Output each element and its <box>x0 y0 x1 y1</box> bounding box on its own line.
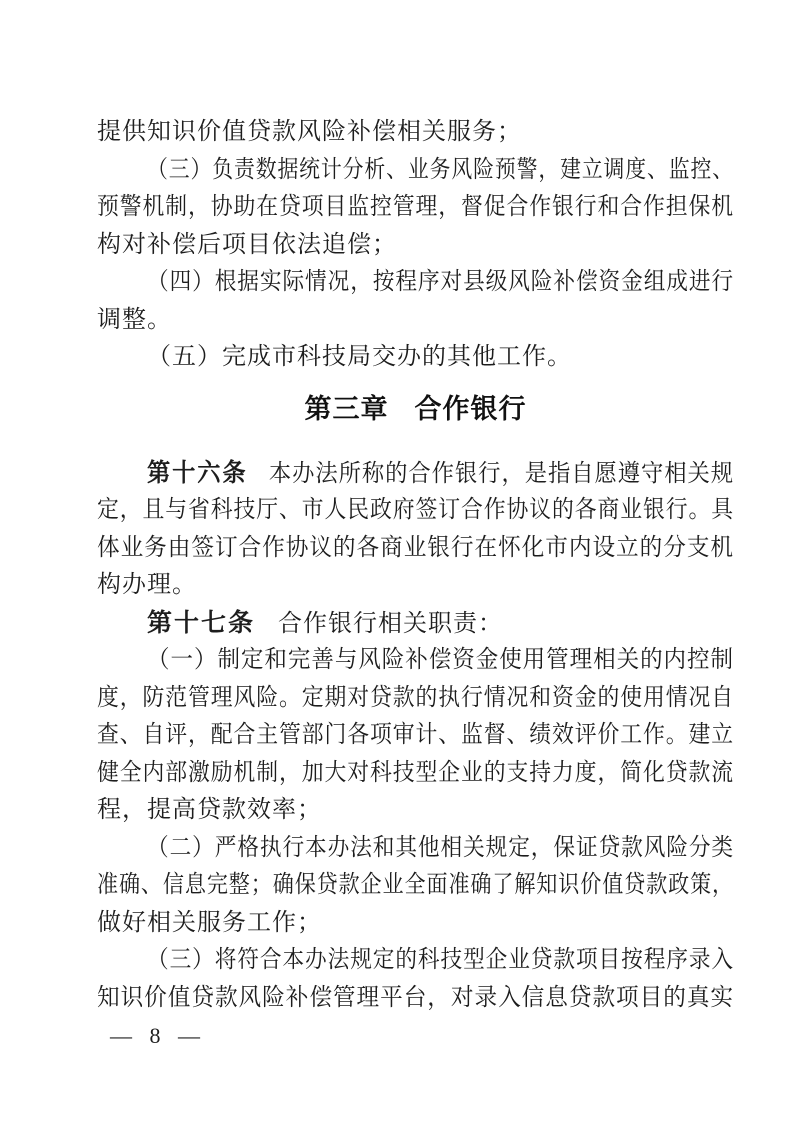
text-line <box>97 114 734 152</box>
chapter-heading <box>97 393 734 425</box>
paragraph <box>97 605 734 643</box>
line-text <box>97 530 734 568</box>
line-text <box>147 152 734 190</box>
line-text <box>97 114 522 152</box>
text-line <box>97 264 734 302</box>
line-text-content: 构对补偿后项目依法追偿； <box>97 231 397 258</box>
line-text-content: 提供知识价值贷款风险补偿相关服务； <box>97 119 522 145</box>
line-text-content: 度，防范管理风险。定期对贷款的执行情况和资金的使用情况自 <box>97 684 734 711</box>
text-line <box>97 530 734 568</box>
text-line <box>97 680 734 718</box>
line-text <box>97 905 322 943</box>
line-text-content: 健全内部激励机制，加大对科技型企业的支持力度，简化贷款流 <box>97 759 734 786</box>
line-text <box>97 492 734 530</box>
line-text <box>97 567 197 605</box>
text-line <box>97 942 734 980</box>
line-text <box>97 189 734 227</box>
paragraph <box>97 830 734 943</box>
paragraph <box>97 264 734 339</box>
line-text-content: 本办法所称的合作银行，是指自愿遵守相关规 <box>268 460 734 487</box>
text-line <box>97 189 734 227</box>
text-line <box>97 717 734 755</box>
paragraph <box>97 942 734 1017</box>
line-text <box>97 227 397 265</box>
line-text <box>147 605 503 644</box>
text-line <box>97 830 734 868</box>
line-text <box>97 302 172 340</box>
text-line <box>97 980 734 1018</box>
paragraph <box>97 455 734 605</box>
line-text-content: （三）将符合本办法规定的科技型企业贷款项目按程序录入 <box>147 947 734 973</box>
line-text-content: 定，且与省科技厅、市人民政府签订合作协议的各商业银行。具 <box>97 497 734 523</box>
line-text <box>147 455 734 494</box>
text-line <box>97 152 734 190</box>
line-text <box>97 680 734 718</box>
text-line <box>97 227 734 265</box>
paragraph <box>97 114 734 152</box>
line-text-content: （四）根据实际情况，按程序对县级风险补偿资金组成进行 <box>147 269 734 295</box>
line-text <box>97 755 734 793</box>
line-text-content: 合作银行相关职责： <box>278 610 504 637</box>
line-text <box>97 792 322 830</box>
line-text <box>97 867 734 905</box>
line-text <box>147 339 572 377</box>
text-line <box>97 567 734 605</box>
line-text-content: 构办理。 <box>97 572 197 598</box>
text-line <box>97 302 734 340</box>
text-line <box>97 867 734 905</box>
article-number: 第十七条 <box>147 608 256 637</box>
line-text-content: 调整。 <box>97 306 172 333</box>
line-text <box>97 717 734 755</box>
line-text-content: 做好相关服务工作； <box>97 909 322 936</box>
line-text-content: 准确、信息完整；确保贷款企业全面准确了解知识价值贷款政策， <box>97 872 734 898</box>
chapter-title: 合作银行 <box>414 393 527 424</box>
line-text-content: 体业务由签订合作协议的各商业银行在怀化市内设立的分支机 <box>97 534 734 561</box>
text-line <box>97 492 734 530</box>
paragraph <box>97 642 734 830</box>
line-text-content: （二）严格执行本办法和其他相关规定，保证贷款风险分类 <box>147 834 734 861</box>
text-line <box>97 755 734 793</box>
line-text <box>97 980 734 1018</box>
text-line <box>97 642 734 680</box>
chapter-number: 第三章 <box>304 393 389 424</box>
paragraph <box>97 152 734 265</box>
article-number: 第十六条 <box>147 458 248 487</box>
line-text-content: （三）负责数据统计分析、业务风险预警，建立调度、监控、 <box>147 156 734 183</box>
line-text-content: 查、自评，配合主管部门各项审计、监督、绩效评价工作。建立 <box>97 722 734 748</box>
line-text <box>147 942 734 980</box>
text-line <box>97 905 734 943</box>
line-text-content: （一）制定和完善与风险补偿资金使用管理相关的内控制 <box>147 647 734 673</box>
line-text-content: 预警机制，协助在贷项目监控管理，督促合作银行和合作担保机 <box>97 194 734 220</box>
line-text <box>147 830 734 868</box>
line-text <box>147 264 734 302</box>
line-text <box>147 642 734 680</box>
text-line <box>97 605 734 643</box>
paragraph <box>97 339 734 377</box>
page-number: — 8 — <box>110 1023 206 1048</box>
line-text-content: 知识价值贷款风险补偿管理平台，对录入信息贷款项目的真实 <box>97 984 734 1011</box>
text-line <box>97 792 734 830</box>
text-line <box>97 339 734 377</box>
document-body <box>97 114 734 1017</box>
text-line <box>97 455 734 493</box>
line-text-content: 程，提高贷款效率； <box>97 797 322 823</box>
line-text-content: （五）完成市科技局交办的其他工作。 <box>147 344 572 370</box>
